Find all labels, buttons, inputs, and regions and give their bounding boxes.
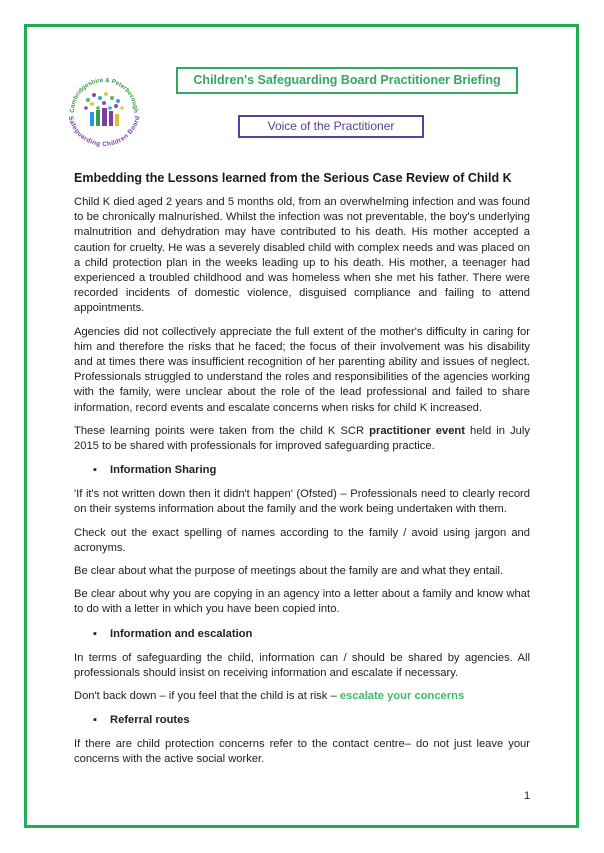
section-heading-referral-routes: ▪ Referral routes (93, 714, 190, 727)
page-number: 1 (524, 790, 531, 802)
escalate-concerns-highlight: escalate your concerns (339, 690, 465, 703)
info-sharing-paragraph-4: Be clear about why you are copying in an agency into a letter about a family and know what to do with a letter in which you have been copied into. (74, 588, 530, 616)
safeguarding-board-logo (62, 68, 146, 152)
escalation-callout: Don't back down – if you feel that the child is at risk – escalate your concerns (74, 690, 465, 703)
escalation-paragraph-1: In terms of safeguarding the child, information can / should be shared by agencies. All professionals should insist on receiving information and escalate if necessary. (74, 651, 530, 679)
learning-points-intro: These learning points were taken from the child K SCR practitioner event held in July 2015 to be shared with professionals for improved safeguarding practice. (74, 424, 530, 453)
briefing-title: Children's Safeguarding Board Practitioner Briefing (176, 67, 518, 94)
bullet-icon: ▪ (93, 714, 97, 727)
bullet-icon: ▪ (93, 627, 97, 640)
section-heading-information-escalation: ▪ Information and escalation (93, 627, 253, 640)
info-sharing-paragraph-3: Be clear about what the purpose of meetings about the family are and what they entail. (74, 565, 504, 578)
practitioner-event-emphasis: practitioner event (369, 424, 465, 437)
referral-paragraph-1: If there are child protection concerns refer to the contact centre– do not just leave your concerns with the active social worker. (74, 738, 530, 766)
intro-paragraph-2: Agencies did not collectively appreciate the full extent of the mother's difficulty in caring for him and therefore the risks that he faced; the focus of their involvement was his disability and at times there was insufficient recognition of her parenting ability and issues of neglect. Professionals struggled to understand the roles and responsibilities of the agencies working with the family, were unclear about the role of the lead professional and failed to share information, record events and escalate concerns when risks for child K increased. (74, 325, 530, 414)
document-heading: Embedding the Lessons learned from the Serious Case Review of Child K (74, 171, 512, 185)
section-heading-information-sharing: ▪ Information Sharing (93, 464, 217, 477)
svg-text:Cambridgeshire & Peterborough: Cambridgeshire & Peterborough (68, 76, 140, 113)
svg-text:Safeguarding Children Board: Safeguarding Children Board (66, 115, 142, 149)
intro-paragraph-1: Child K died aged 2 years and 5 months old, from an overwhelming infection and was found to be chronically malnurished. Whilst the infection was not preventable, the boy's underlying malnutrition and dehydration may have contributed to his death. His mother accepted a caution for cruelty. He was a severely disabled child with complex needs and was placed on a child protection plan in the weeks leading up to his death. His mother, a teenager had experienced a troubled childhood and was homeless when she met his father. There were recorded incidents of domestic violence, disguised compliance and failing to attend appointments. (74, 196, 530, 315)
info-sharing-paragraph-1: 'If it's not written down then it didn't happen' (Ofsted) – Professionals need to clearly record on their systems information about the family and the work being undertaken with them. (74, 488, 530, 516)
info-sharing-paragraph-2: Check out the exact spelling of names according to the family / avoid using jargon and acronyms. (74, 526, 530, 554)
tree-people-logo-icon (62, 68, 146, 152)
document-body (74, 170, 530, 776)
bullet-icon: ▪ (93, 464, 97, 477)
voice-of-practitioner-label: Voice of the Practitioner (238, 115, 424, 138)
